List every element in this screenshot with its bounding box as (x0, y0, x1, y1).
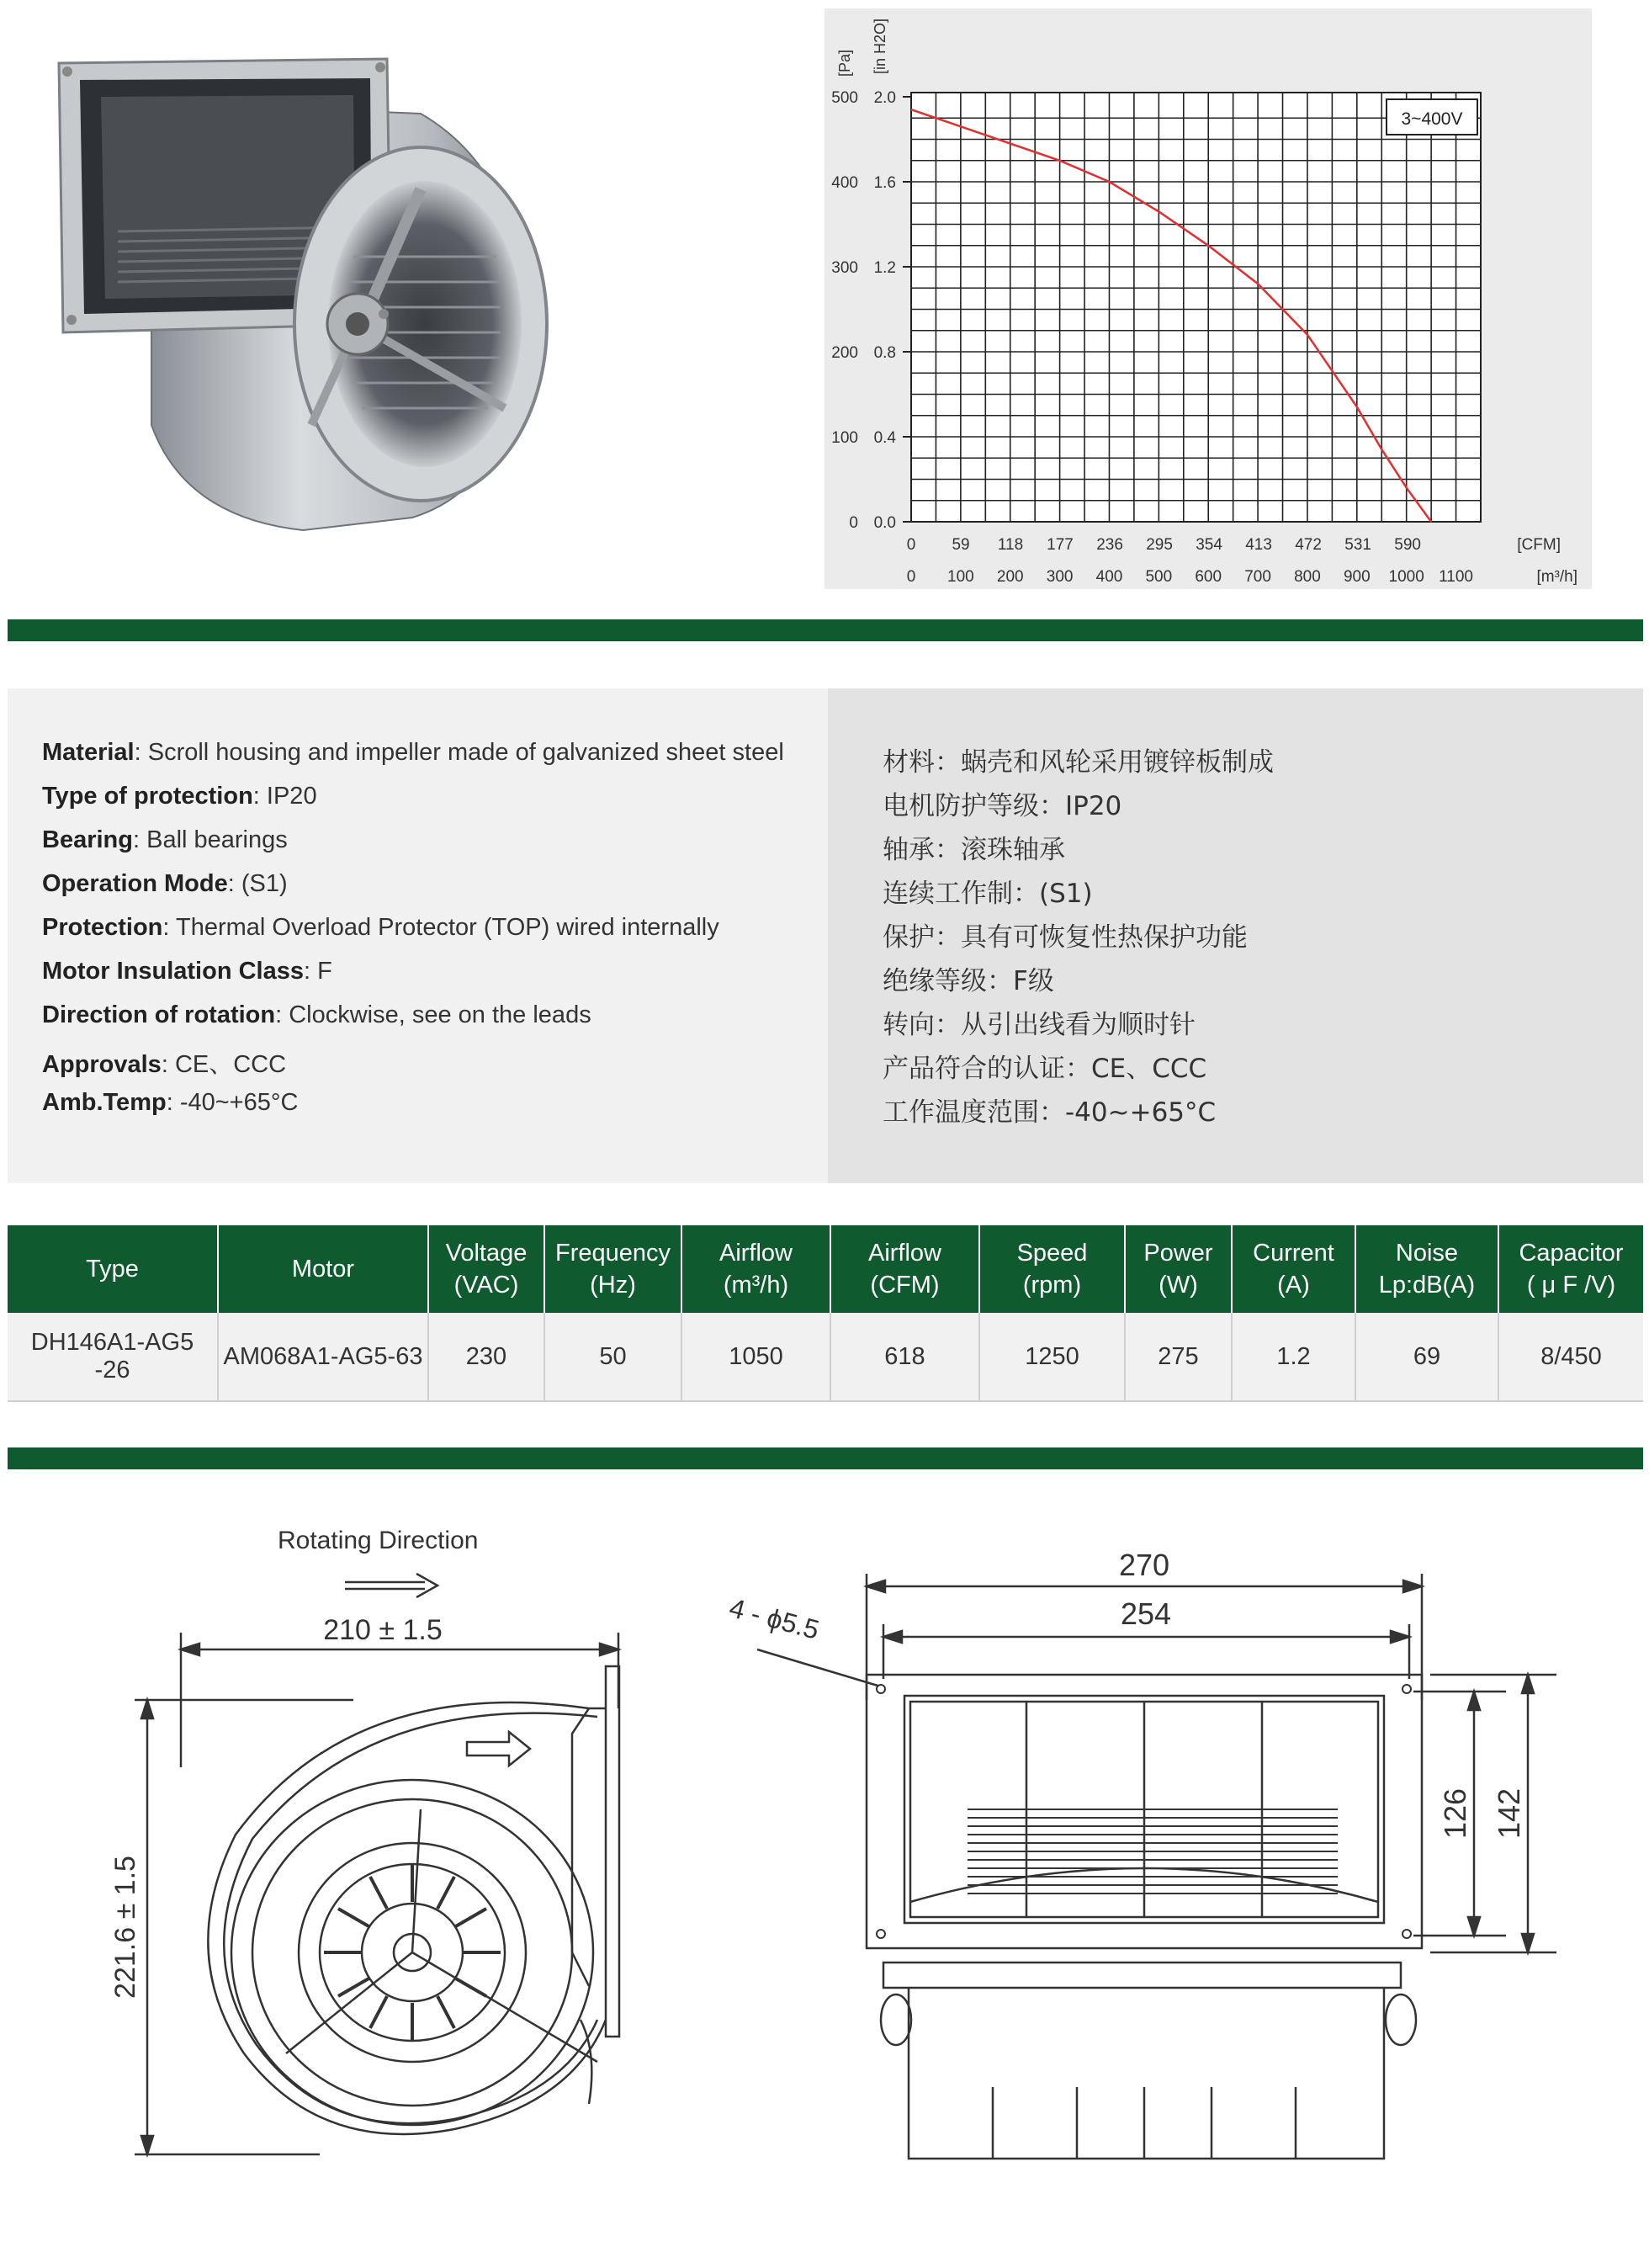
cell-power: 275 (1125, 1313, 1232, 1401)
x-tick-label-m3h: 700 (1244, 568, 1271, 586)
chart-legend-label: 3~400V (1401, 109, 1463, 129)
spec-cn-ambient-temp: 工作温度范围：-40~+65°C (883, 1097, 1217, 1128)
x-tick-label-m3h: 300 (1046, 568, 1074, 586)
spec-cn-material: 材料：蜗壳和风轮采用镀锌板制成 (883, 747, 1274, 778)
section-divider-top (8, 619, 1643, 641)
spec-insulation-class: Motor Insulation Class: F (42, 958, 332, 985)
y-axis-label-inh2o: [in H2O] (872, 18, 888, 75)
cell-type: DH146A1-AG5 -26 (8, 1313, 218, 1401)
x-tick-label-m3h: 500 (1145, 568, 1173, 586)
specs-chinese (828, 688, 1643, 1183)
specs-english (8, 688, 828, 1183)
cell-airflow-m3h: 1050 (681, 1313, 830, 1401)
table-header-row (8, 1225, 1643, 1313)
dimension-height-label: 221.6 ± 1.5 (109, 1856, 141, 1999)
x-tick-label-m3h: 400 (1095, 568, 1123, 586)
rotating-direction-arrow (345, 1574, 437, 1597)
cell-frequency: 50 (544, 1313, 681, 1401)
spec-cn-protection-type: 电机防护等级：IP20 (883, 791, 1122, 821)
chart-plot-area (911, 93, 1481, 522)
section-divider-bottom (8, 1447, 1643, 1469)
spec-protection-type: Type of protection: IP20 (42, 783, 317, 810)
x-tick-label-cfm: 295 (1146, 536, 1173, 554)
cell-airflow-cfm: 618 (830, 1313, 979, 1401)
y-axis-label-pa: [Pa] (836, 49, 853, 77)
table-row (8, 1313, 1643, 1401)
x-tick-label-cfm: 118 (997, 536, 1024, 554)
spec-material: Material: Scroll housing and impeller made of galvanized sheet steel (42, 739, 784, 766)
performance-table (8, 1225, 1643, 1402)
y-tick-label-inh2o: 0.8 (873, 344, 896, 362)
y-tick-label-pa: 0 (849, 514, 858, 532)
x-tick-label-m3h: 100 (947, 568, 974, 586)
dimension-outer-height-label: 142 (1492, 1787, 1526, 1840)
x-tick-label-cfm: 0 (906, 536, 916, 554)
spec-thermal-protection: Protection: Thermal Overload Protector (TOP) wired internally (42, 914, 719, 941)
y-tick-label-inh2o: 1.2 (873, 259, 896, 277)
spec-cn-insulation-class: 绝缘等级：F级 (883, 966, 1054, 996)
cell-motor: AM068A1-AG5-63 (218, 1313, 428, 1401)
x-tick-label-m3h: 800 (1294, 568, 1321, 586)
x-tick-label-m3h: 1100 (1439, 568, 1473, 586)
x-tick-label-m3h: 1000 (1388, 568, 1424, 586)
y-tick-label-inh2o: 0.4 (873, 429, 896, 447)
y-tick-label-inh2o: 1.6 (873, 174, 896, 192)
cell-noise: 69 (1355, 1313, 1498, 1401)
header-power: Power (W) (1125, 1225, 1232, 1313)
dimension-inner-width-label: 254 (1120, 1596, 1172, 1631)
header-airflow-cfm: Airflow (CFM) (830, 1225, 979, 1313)
header-frequency: Frequency (Hz) (544, 1225, 681, 1313)
y-tick-label-pa: 100 (831, 429, 858, 447)
header-capacitor: Capacitor ( μ F /V) (1498, 1225, 1643, 1313)
cell-current: 1.2 (1232, 1313, 1355, 1401)
x-tick-label-m3h: 600 (1195, 568, 1222, 586)
cell-speed: 1250 (979, 1313, 1125, 1401)
x-tick-label-m3h: 0 (906, 568, 916, 586)
front-view-drawing (715, 1532, 1556, 2188)
x-tick-label-cfm: 472 (1295, 536, 1322, 554)
x-tick-label-cfm: 354 (1196, 536, 1222, 554)
cell-capacitor: 8/450 (1498, 1313, 1643, 1401)
x-tick-label-cfm: 590 (1394, 536, 1421, 554)
y-tick-label-inh2o: 0.0 (873, 514, 896, 532)
x-tick-label-cfm: 236 (1096, 536, 1123, 554)
x-tick-label-cfm: 59 (952, 536, 970, 554)
dimension-width-label: 210 ± 1.5 (323, 1614, 443, 1646)
y-tick-label-pa: 300 (831, 259, 858, 277)
product-photo (50, 46, 690, 551)
x-tick-label-cfm: 531 (1344, 536, 1371, 554)
spec-bearing: Bearing: Ball bearings (42, 826, 288, 853)
header-noise: Noise Lp:dB(A) (1355, 1225, 1498, 1313)
dimension-inner-height-label: 126 (1438, 1787, 1472, 1840)
y-tick-label-pa: 400 (831, 174, 858, 192)
spec-cn-operation-mode: 连续工作制：(S1) (883, 879, 1093, 909)
x-tick-label-cfm: 177 (1047, 536, 1074, 554)
dimension-holes-label: 4 - ϕ5.5 (726, 1591, 823, 1645)
spec-operation-mode: Operation Mode: (S1) (42, 870, 288, 897)
specifications-panel (8, 688, 1643, 1183)
header-airflow-m3h: Airflow (m³/h) (681, 1225, 830, 1313)
header-voltage: Voltage (VAC) (428, 1225, 544, 1313)
y-tick-label-inh2o: 2.0 (873, 89, 896, 107)
dimension-outer-width-label: 270 (1118, 1548, 1170, 1582)
header-speed: Speed (rpm) (979, 1225, 1125, 1313)
performance-chart (824, 8, 1592, 589)
spec-cn-rotation-direction: 转向：从引出线看为顺时针 (883, 1010, 1196, 1040)
x-axis-label-cfm: [CFM] (1517, 536, 1561, 554)
rotating-direction-label: Rotating Direction (278, 1527, 479, 1554)
header-type: Type (8, 1225, 218, 1313)
header-motor: Motor (218, 1225, 428, 1313)
cell-voltage: 230 (428, 1313, 544, 1401)
spec-cn-approvals: 产品符合的认证：CE、CCC (883, 1054, 1207, 1084)
side-view-drawing (101, 1515, 740, 2188)
spec-rotation-direction: Direction of rotation: Clockwise, see on the leads (42, 1001, 591, 1028)
y-tick-label-pa: 200 (831, 344, 858, 362)
x-tick-label-cfm: 413 (1245, 536, 1272, 554)
x-tick-label-m3h: 900 (1343, 568, 1371, 586)
spec-approvals: Approvals: CE、CCC (42, 1051, 287, 1078)
spec-cn-thermal-protection: 保护：具有可恢复性热保护功能 (883, 922, 1248, 953)
x-tick-label-m3h: 200 (996, 568, 1024, 586)
spec-ambient-temp: Amb.Temp: -40~+65°C (42, 1089, 299, 1116)
y-tick-label-pa: 500 (831, 89, 858, 107)
x-axis-label-m3h: [m³/h] (1536, 568, 1577, 586)
header-current: Current (A) (1232, 1225, 1355, 1313)
spec-cn-bearing: 轴承：滚珠轴承 (883, 835, 1065, 865)
